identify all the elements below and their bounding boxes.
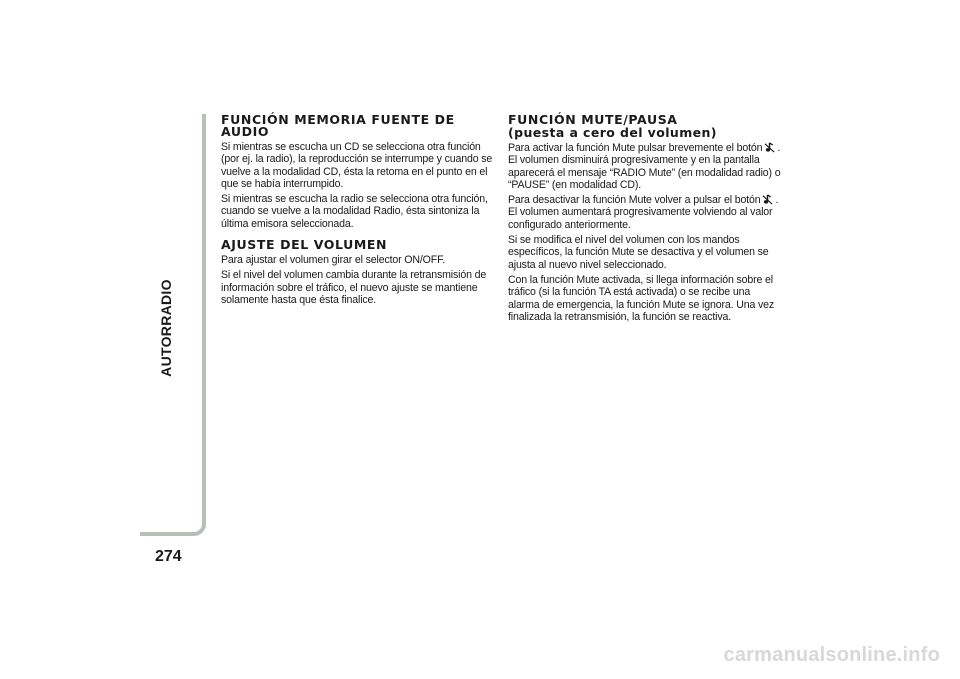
paragraph: Si mientras se escucha la radio se selecciona otra función, cuando se vuelve a la modalidad Radio, ésta sintoniza la última emisora seleccionada. (221, 193, 488, 230)
text-run: . El volumen disminuirá progresivamente y en la pantalla aparecerá el mensaje “RADIO Mute” (en modalidad radio) o “PAUSE” (en modalidad CD). (508, 142, 781, 191)
heading-memoria-fuente: FUNCIÓN MEMORIA FUENTE DE AUDIO (221, 112, 455, 139)
text-run: Para desactivar la función Mute volver a pulsar el botón (508, 194, 761, 207)
paragraph: Si mientras se escucha un CD se selecciona otra función (por ej. la radio), la reproducción se interrumpe y cuando se vuelve a la modalidad CD, ésta la retoma en el punto en el que se había interrumpido. (221, 141, 493, 190)
text-run: . El volumen aumentará progresivamente volviendo al valor configurado anteriormente. (508, 194, 779, 231)
paragraph: Para ajustar el volumen girar el selector ON/OFF. (221, 254, 446, 267)
right-column (508, 114, 783, 326)
left-column (221, 114, 495, 309)
paragraph: Si se modifica el nivel del volumen con los mandos específicos, la función Mute se desactiva y el volumen se ajusta al nuevo nivel seleccionado. (508, 234, 769, 271)
section-label: AUTORRADIO (158, 279, 174, 377)
mute-icon (764, 142, 775, 153)
text-run: Para activar la función Mute pulsar brevemente el botón (508, 142, 763, 154)
heading-ajuste-volumen: AJUSTE DEL VOLUMEN (221, 237, 388, 253)
heading-mute-pausa: FUNCIÓN MUTE/PAUSA (508, 112, 678, 127)
heading-mute-pausa-subtitle: (puesta a cero del volumen) (508, 125, 717, 140)
paragraph: Si el nivel del volumen cambia durante la retransmisión de información sobre el tráfico, el nuevo ajuste se mantiene solamente hasta que ésta finalice. (221, 269, 487, 306)
page-number: 274 (155, 548, 182, 565)
paragraph-mute-deactivate (508, 194, 783, 231)
mute-icon (762, 194, 773, 205)
paragraph: Con la función Mute activada, si llega información sobre el tráfico (si la función TA está activada) o se recibe una alarma de emergencia, la función Mute se ignora. Una vez finalizada la retransmisión, la función se reactiva. (508, 273, 775, 323)
watermark: carmanualsonline.info (723, 644, 940, 666)
paragraph-mute-activate (508, 142, 783, 191)
